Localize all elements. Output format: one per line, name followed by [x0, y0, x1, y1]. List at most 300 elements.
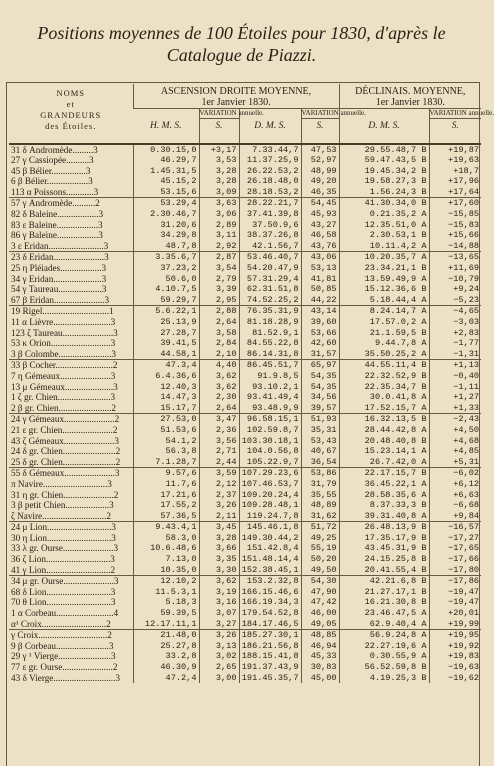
star-name-cell: 3 β Colombe.......................3	[11, 348, 116, 359]
ra-variation-arc-cell: 49,50	[301, 565, 339, 576]
table-row	[9, 155, 481, 166]
ra-variation-arc-cell: 44,22	[301, 295, 339, 306]
dec-variation-cell: +4,50	[429, 425, 481, 436]
ra-variation-arc-cell: 45,93	[301, 209, 339, 220]
dec-variation-cell: +19,63	[429, 155, 481, 166]
declination-cell: 56.52.59,8 B	[339, 662, 429, 673]
table-row	[9, 457, 481, 468]
ra-hms-cell: 12.17.11,1	[133, 619, 199, 630]
header-ascension: ASCENSION DROITE MOYENNE, 1er Janvier 1830.	[133, 84, 339, 109]
title-line-2: Catalogue de Piazzi.	[166, 45, 317, 65]
table-row	[9, 630, 481, 641]
ra-hms-cell: 54.1,2	[133, 436, 199, 447]
ra-variation-arc-cell: 35,55	[301, 490, 339, 501]
dec-variation-cell: −19,47	[429, 587, 481, 598]
declination-cell: 56.9.24,8 A	[339, 630, 429, 641]
ra-variation-arc-cell: 49,20	[301, 176, 339, 187]
star-name-cell: 7 η Gémeaux......................3	[11, 370, 116, 381]
ra-hms-cell: 5.18,3	[133, 597, 199, 608]
ra-variation-seconds-cell: 2,64	[199, 317, 239, 328]
ra-variation-arc-cell: 46,94	[301, 641, 339, 652]
dec-variation-cell: +1,27	[429, 392, 481, 403]
ra-variation-seconds-cell: 2,89	[199, 220, 239, 231]
table-row	[9, 349, 481, 360]
table-body	[9, 144, 481, 684]
star-name-cell: 113 α Poissons............3	[11, 186, 99, 197]
star-name-cell: 33 β Cocher.........................2	[9, 360, 133, 371]
dec-variation-cell: +18,7	[429, 166, 481, 177]
ra-variation-seconds-cell: 3,45	[199, 522, 239, 533]
header-variation-3: VARIATION annuelle. S.	[429, 109, 481, 143]
declination-cell: 9.44.7,8 A	[339, 338, 429, 349]
table-row	[9, 436, 481, 447]
ra-hms-cell: 46.29,7	[133, 155, 199, 166]
declination-cell: 35.50.25,2 A	[339, 349, 429, 360]
ra-variation-arc-cell: 51,93	[301, 414, 339, 425]
dec-variation-cell: +9,84	[429, 511, 481, 522]
ra-variation-arc-cell: 46,58	[301, 230, 339, 241]
table-row	[9, 371, 481, 382]
ra-variation-seconds-cell: 3,26	[199, 630, 239, 641]
dec-variation-cell: +19,95	[429, 630, 481, 641]
declination-cell: 0.21.35,2 A	[339, 209, 429, 220]
ra-variation-arc-cell: 31,57	[301, 349, 339, 360]
declination-cell: 10.20.35,7 A	[339, 252, 429, 263]
ra-variation-arc-cell: 65,97	[301, 360, 339, 371]
star-name-cell: 24 γ Gémeaux......................2	[9, 414, 133, 425]
dec-variation-cell: −4,65	[429, 306, 481, 317]
ra-hms-cell: 1.45.31,5	[133, 166, 199, 177]
table-row	[9, 641, 481, 652]
ra-dms-cell: 104.0.56,8	[239, 446, 301, 457]
star-name-cell: 34 μ gr. Ourse......................3	[9, 576, 133, 587]
dec-variation-cell: +17,60	[429, 198, 481, 209]
ra-variation-arc-cell: 54,45	[301, 198, 339, 209]
declination-cell: 39.31.40,8 A	[339, 511, 429, 522]
ra-hms-cell: 11.7,6	[133, 479, 199, 490]
star-name-cell: 29 γ ¹ Vierge.......................3	[11, 651, 116, 662]
star-name-cell: 123 ζ Taureau......................3	[11, 327, 118, 338]
ra-hms-cell: 15.17,7	[133, 403, 199, 414]
star-name-cell: 45 β Bélier...............3	[11, 165, 91, 176]
ra-hms-cell: 47.2,4	[133, 673, 199, 684]
ra-hms-cell: 0.30.15,0	[133, 144, 199, 156]
star-name-cell: 67 β Eridan......................3	[11, 294, 110, 305]
ra-dms-cell: 28.18.53,2	[239, 187, 301, 198]
ra-variation-arc-cell: 43,27	[301, 220, 339, 231]
dec-variation-cell: +4,68	[429, 436, 481, 447]
ra-variation-seconds-cell: 2,88	[199, 306, 239, 317]
title-line-1: Positions moyennes de 100 Étoiles pour 1830, d'après le	[37, 23, 446, 43]
ra-dms-cell: 151.42.8,4	[239, 543, 301, 554]
dec-variation-cell: −17,65	[429, 543, 481, 554]
table-row	[9, 338, 481, 349]
table-row	[9, 608, 481, 619]
ra-variation-seconds-cell: 3,53	[199, 155, 239, 166]
star-name-cell: 9 β Corbeau.......................3	[11, 640, 114, 651]
declination-cell: 16.21.30,8 B	[339, 597, 429, 608]
star-name-cell: 31 η gr. Chien......................2	[11, 489, 119, 500]
declination-cell: 17.57.0,2 A	[339, 317, 429, 328]
ra-variation-seconds-cell: 3,62	[199, 371, 239, 382]
ra-variation-arc-cell: 45,00	[301, 673, 339, 684]
table-row	[9, 576, 481, 587]
ra-hms-cell: 27.28,7	[133, 328, 199, 339]
declination-cell: 17.52.15,7 A	[339, 403, 429, 414]
ra-dms-cell: 107.29.23,6	[239, 468, 301, 479]
dec-variation-cell: −19,47	[429, 597, 481, 608]
star-name-cell: 31 δ Andromède.........3	[11, 144, 98, 155]
table-row	[9, 414, 481, 425]
declination-cell: 26.7.42,0 A	[339, 457, 429, 468]
ra-variation-seconds-cell: 3,26	[199, 500, 239, 511]
table-row	[9, 220, 481, 231]
ra-variation-arc-cell: 30,83	[301, 662, 339, 673]
dec-variation-cell: +17,96	[429, 176, 481, 187]
header-variation-2: VARIATION annuelle. S.	[301, 109, 339, 143]
dec-variation-cell: −1,77	[429, 338, 481, 349]
ra-dms-cell: 93.48.9,9	[239, 403, 301, 414]
table-row	[9, 252, 481, 263]
star-name-cell: 13 μ Gémeaux.....................3	[11, 381, 118, 392]
star-name-cell: 30 η Lion............................3	[11, 532, 116, 543]
ra-dms-cell: 37.41.39,8	[239, 209, 301, 220]
dec-variation-cell: +2,83	[429, 328, 481, 339]
ra-dms-cell: 84.55.22,8	[239, 338, 301, 349]
table-row	[9, 511, 481, 522]
dec-variation-cell: −3,03	[429, 317, 481, 328]
ra-dms-cell: 93.10.2,1	[239, 382, 301, 393]
ra-variation-arc-cell: 48,85	[301, 630, 339, 641]
ra-hms-cell: 50.6,0	[133, 274, 199, 285]
dec-variation-cell: −2,43	[429, 414, 481, 425]
declination-cell: 30.0.41,8 A	[339, 392, 429, 403]
ra-hms-cell: 17.55,2	[133, 500, 199, 511]
ra-variation-seconds-cell: 2,71	[199, 446, 239, 457]
header-variation-1: VARIATION annuelle. S.	[199, 109, 239, 143]
ra-hms-cell: 25.13,9	[133, 317, 199, 328]
table-row	[9, 587, 481, 598]
dec-variation-cell: −19,62	[429, 673, 481, 684]
ra-hms-cell: 58.3,0	[133, 533, 199, 544]
ra-hms-cell: 39.41,5	[133, 338, 199, 349]
star-name-cell: 27 γ Cassiopée..........3	[11, 155, 94, 166]
star-name-cell: 3 β petit Chien...................3	[11, 500, 114, 511]
ra-hms-cell: 44.58,1	[133, 349, 199, 360]
star-name-cell: 34 γ Eridan.....................3	[11, 273, 107, 284]
dec-variation-cell: −10,79	[429, 274, 481, 285]
ra-variation-arc-cell: 48,89	[301, 500, 339, 511]
table-row	[9, 522, 481, 533]
ra-hms-cell: 56.3,8	[133, 446, 199, 457]
star-name-cell: 43 δ Vierge...........................3	[11, 672, 120, 683]
star-name-cell: 68 δ Lion............................3	[11, 586, 116, 597]
ra-dms-cell: 93.41.49,4	[239, 392, 301, 403]
ra-variation-seconds-cell: 3,47	[199, 414, 239, 425]
star-name-cell: 1 α Corbeau.........................4	[11, 608, 119, 619]
table-row	[9, 284, 481, 295]
declination-cell: 41.30.34,0 B	[339, 198, 429, 209]
ra-variation-arc-cell: 54,35	[301, 382, 339, 393]
page-title	[0, 22, 483, 66]
ra-hms-cell: 7.1.28,7	[133, 457, 199, 468]
ra-dms-cell: 152.38.45,1	[239, 565, 301, 576]
ra-variation-seconds-cell: 3,02	[199, 651, 239, 662]
ra-variation-arc-cell: 47,53	[301, 144, 339, 156]
dec-variation-cell: −6,68	[429, 500, 481, 511]
ra-variation-seconds-cell: +3,17	[199, 144, 239, 156]
table-row	[9, 144, 481, 156]
table-row	[9, 241, 481, 252]
ra-dms-cell: 37.50.9,6	[239, 220, 301, 231]
dec-variation-cell: +9,24	[429, 284, 481, 295]
ra-variation-arc-cell: 34,56	[301, 392, 339, 403]
declination-cell: 8.37.33,3 B	[339, 500, 429, 511]
ra-hms-cell: 10.6.48,6	[133, 543, 199, 554]
ra-variation-arc-cell: 53,43	[301, 436, 339, 447]
ra-variation-seconds-cell: 3,63	[199, 198, 239, 209]
ra-hms-cell: 31.20,6	[133, 220, 199, 231]
ra-dms-cell: 26.18.48,0	[239, 176, 301, 187]
table-row	[9, 543, 481, 554]
ra-variation-seconds-cell: 3,28	[199, 533, 239, 544]
ra-dms-cell: 102.59.8,7	[239, 425, 301, 436]
table-row	[9, 446, 481, 457]
star-name-cell: 83 ε Baleine..................3	[11, 219, 103, 230]
ra-hms-cell: 59.39,5	[133, 608, 199, 619]
star-catalogue-table	[9, 84, 494, 683]
ra-variation-seconds-cell: 3,66	[199, 543, 239, 554]
star-name-cell: 77 ε gr. Ourse......................2	[11, 662, 118, 672]
ra-variation-seconds-cell: 3,62	[199, 576, 239, 587]
declination-cell: 22.17.15,7 B	[339, 468, 429, 479]
ra-variation-seconds-cell: 2,95	[199, 295, 239, 306]
table-row	[9, 328, 481, 339]
ra-dms-cell: 153.2.32,8	[239, 576, 301, 587]
star-name-cell: ζ Navire............................2	[11, 510, 112, 521]
dec-variation-cell: +17,64	[429, 187, 481, 198]
dec-variation-cell: +5,31	[429, 457, 481, 468]
dec-variation-cell: −15,85	[429, 209, 481, 220]
dec-variation-cell: +6,63	[429, 490, 481, 501]
declination-cell: 15.23.14,1 A	[339, 446, 429, 457]
ra-variation-arc-cell: 39,57	[301, 403, 339, 414]
declination-cell: 8.24.14,7 A	[339, 306, 429, 317]
dec-variation-cell: +19,99	[429, 619, 481, 630]
declination-cell: 42.21.6,8 B	[339, 576, 429, 587]
ra-variation-arc-cell: 53,13	[301, 263, 339, 274]
ra-hms-cell: 45.15,2	[133, 176, 199, 187]
star-name-cell: 53 κ Orion..........................3	[11, 338, 116, 349]
ra-variation-seconds-cell: 2,10	[199, 349, 239, 360]
table-row	[9, 263, 481, 274]
ra-dms-cell: 191.45.35,7	[239, 673, 301, 684]
ra-hms-cell: 6.4.36,6	[133, 371, 199, 382]
star-name-cell: 82 δ Baleine..................3	[11, 209, 104, 220]
ra-variation-seconds-cell: 3,07	[199, 608, 239, 619]
ra-hms-cell: 47.3,4	[133, 360, 199, 371]
table-row	[9, 187, 481, 198]
ra-variation-arc-cell: 53,66	[301, 328, 339, 339]
ra-hms-cell: 4.10.7,5	[133, 284, 199, 295]
star-name-cell: 6 β Bélier..................3	[11, 176, 93, 187]
table-row	[9, 306, 481, 317]
declination-cell: 20.41.55,4 B	[339, 565, 429, 576]
table-row	[9, 468, 481, 479]
table-row	[9, 382, 481, 393]
ra-dms-cell: 151.48.14,4	[239, 554, 301, 565]
ra-variation-seconds-cell: 2,30	[199, 392, 239, 403]
table-row	[9, 209, 481, 220]
ra-hms-cell: 10.35,0	[133, 565, 199, 576]
ra-dms-cell: 185.27.30,1	[239, 630, 301, 641]
ra-hms-cell: 9.57,6	[133, 468, 199, 479]
ra-variation-arc-cell: 43,06	[301, 252, 339, 263]
ra-dms-cell: 186.21.56,8	[239, 641, 301, 652]
ra-dms-cell: 86.45.51,7	[239, 360, 301, 371]
ra-dms-cell: 81.18.28,9	[239, 317, 301, 328]
dec-variation-cell: −1,31	[429, 349, 481, 360]
declination-cell: 17.35.17,9 B	[339, 533, 429, 544]
table-row	[9, 274, 481, 285]
ra-dms-cell: 184.17.46,5	[239, 619, 301, 630]
dec-variation-cell: −14,88	[429, 241, 481, 252]
star-name-cell: 2 β gr. Chien.......................2	[11, 402, 116, 413]
ra-hms-cell: 11.5.3,1	[133, 587, 199, 598]
declination-cell: 5.18.44,4 A	[339, 295, 429, 306]
table-row	[9, 490, 481, 501]
dec-variation-cell: +19,87	[429, 144, 481, 156]
table-row	[9, 198, 481, 209]
ra-variation-seconds-cell: 3,28	[199, 166, 239, 177]
star-name-cell: 19 Rigel.............................1	[9, 306, 133, 317]
ra-hms-cell: 7.13,0	[133, 554, 199, 565]
ra-variation-seconds-cell: 3,11	[199, 230, 239, 241]
ra-hms-cell: 46.30,9	[133, 662, 199, 673]
ra-dms-cell: 107.46.53,7	[239, 479, 301, 490]
table-row	[9, 317, 481, 328]
declination-cell: 23.46.47,5 A	[339, 608, 429, 619]
ra-hms-cell: 59.29,7	[133, 295, 199, 306]
star-name-cell: 41 γ Lion............................2	[11, 564, 116, 575]
declination-cell: 1.56.24,3 B	[339, 187, 429, 198]
ra-variation-seconds-cell: 2,37	[199, 490, 239, 501]
declination-cell: 15.12.36,6 B	[339, 284, 429, 295]
ra-variation-arc-cell: 49,25	[301, 533, 339, 544]
star-name-cell: 24 μ Lion............................3	[9, 522, 133, 533]
dec-variation-cell: +19,83	[429, 651, 481, 662]
star-name-cell: 25 η Pléiades..................3	[11, 263, 107, 274]
ra-variation-arc-cell: 39,60	[301, 317, 339, 328]
table-row	[9, 673, 481, 684]
table-row	[9, 619, 481, 630]
header-hms: H. M. S.	[150, 120, 182, 131]
declination-cell: 24.15.25,8 B	[339, 554, 429, 565]
declination-cell: 26.48.13,9 B	[339, 522, 429, 533]
ra-variation-seconds-cell: 3,30	[199, 565, 239, 576]
ra-variation-seconds-cell: 3,35	[199, 554, 239, 565]
declination-cell: 22.27.19,6 A	[339, 641, 429, 652]
ra-dms-cell: 42.1.56,7	[239, 241, 301, 252]
declination-cell: 10.11.4,2 A	[339, 241, 429, 252]
ra-hms-cell: 33.2,8	[133, 651, 199, 662]
ra-dms-cell: 62.31.51,8	[239, 284, 301, 295]
ra-hms-cell: 5.6.22,1	[133, 306, 199, 317]
ra-dms-cell: 109.28.48,1	[239, 500, 301, 511]
table-row	[9, 662, 481, 673]
ra-hms-cell: 12.40,3	[133, 382, 199, 393]
star-name-cell: α¹ Croix............................2	[11, 618, 111, 629]
ra-variation-arc-cell: 31,79	[301, 479, 339, 490]
ra-variation-seconds-cell: 3,54	[199, 263, 239, 274]
ra-hms-cell: 9.43.4,1	[133, 522, 199, 533]
dec-variation-cell: +1,33	[429, 403, 481, 414]
declination-cell: 28.44.42,8 A	[339, 425, 429, 436]
ra-dms-cell: 119.24.7,8	[239, 511, 301, 522]
ra-dms-cell: 53.46.40,7	[239, 252, 301, 263]
table-row	[9, 403, 481, 414]
ra-variation-arc-cell: 50,20	[301, 554, 339, 565]
ra-variation-seconds-cell: 3,28	[199, 176, 239, 187]
table-row	[9, 565, 481, 576]
ra-variation-seconds-cell: 2,87	[199, 252, 239, 263]
dec-variation-cell: +4,85	[429, 446, 481, 457]
header-declinaison: DÉCLINAIS. MOYENNE, 1er Janvier 1830.	[339, 84, 481, 109]
ra-variation-arc-cell: 42,60	[301, 338, 339, 349]
ra-dms-cell: 166.19.34,3	[239, 597, 301, 608]
ra-variation-arc-cell: 41,81	[301, 274, 339, 285]
ra-dms-cell: 109.20.24,4	[239, 490, 301, 501]
ra-variation-arc-cell: 31,62	[301, 511, 339, 522]
dec-variation-cell: −13,65	[429, 252, 481, 263]
ra-variation-seconds-cell: 3,62	[199, 382, 239, 393]
ra-dms-cell: 81.52.9,1	[239, 328, 301, 339]
dec-variation-cell: +6,12	[429, 479, 481, 490]
ra-hms-cell: 53.15,6	[133, 187, 199, 198]
declination-cell: 21.27.17,1 B	[339, 587, 429, 598]
declination-cell: 22.35.34,7 B	[339, 382, 429, 393]
declination-cell: 4.19.25,3 B	[339, 673, 429, 684]
ra-hms-cell: 51.53,6	[133, 425, 199, 436]
ra-hms-cell: 48.7,8	[133, 241, 199, 252]
ra-dms-cell: 188.15.41,8	[239, 651, 301, 662]
header-dec-dms: D. M. S.	[339, 109, 429, 143]
table-row	[9, 295, 481, 306]
dec-variation-cell: −1,11	[429, 382, 481, 393]
ra-dms-cell: 26.22.53,2	[239, 166, 301, 177]
star-name-cell: 57 γ Andromède..........2	[9, 198, 133, 209]
dec-variation-cell: +19,92	[429, 641, 481, 652]
ra-variation-arc-cell: 40,67	[301, 446, 339, 457]
declination-cell: 20.48.40,8 B	[339, 436, 429, 447]
table-row	[9, 392, 481, 403]
ra-variation-arc-cell: 54,35	[301, 371, 339, 382]
ra-dms-cell: 149.30.44,2	[239, 533, 301, 544]
ra-hms-cell: 37.23,2	[133, 263, 199, 274]
ra-variation-seconds-cell: 3,16	[199, 597, 239, 608]
dec-variation-cell: −5,23	[429, 295, 481, 306]
declination-cell: 19.58.27,3 B	[339, 176, 429, 187]
ra-variation-seconds-cell: 2,79	[199, 274, 239, 285]
star-name-cell: 24 δ gr. Chien.......................2	[11, 446, 121, 457]
star-name-cell: 54 γ Taureau...................3	[11, 284, 107, 295]
star-name-cell: 70 θ Lion............................3	[11, 597, 116, 608]
ra-variation-seconds-cell: 3,27	[199, 619, 239, 630]
ra-variation-arc-cell: 36,54	[301, 457, 339, 468]
table-row	[9, 533, 481, 544]
star-name-cell: 25 δ gr. Chien.......................2	[11, 456, 121, 467]
ra-variation-seconds-cell: 4,40	[199, 360, 239, 371]
